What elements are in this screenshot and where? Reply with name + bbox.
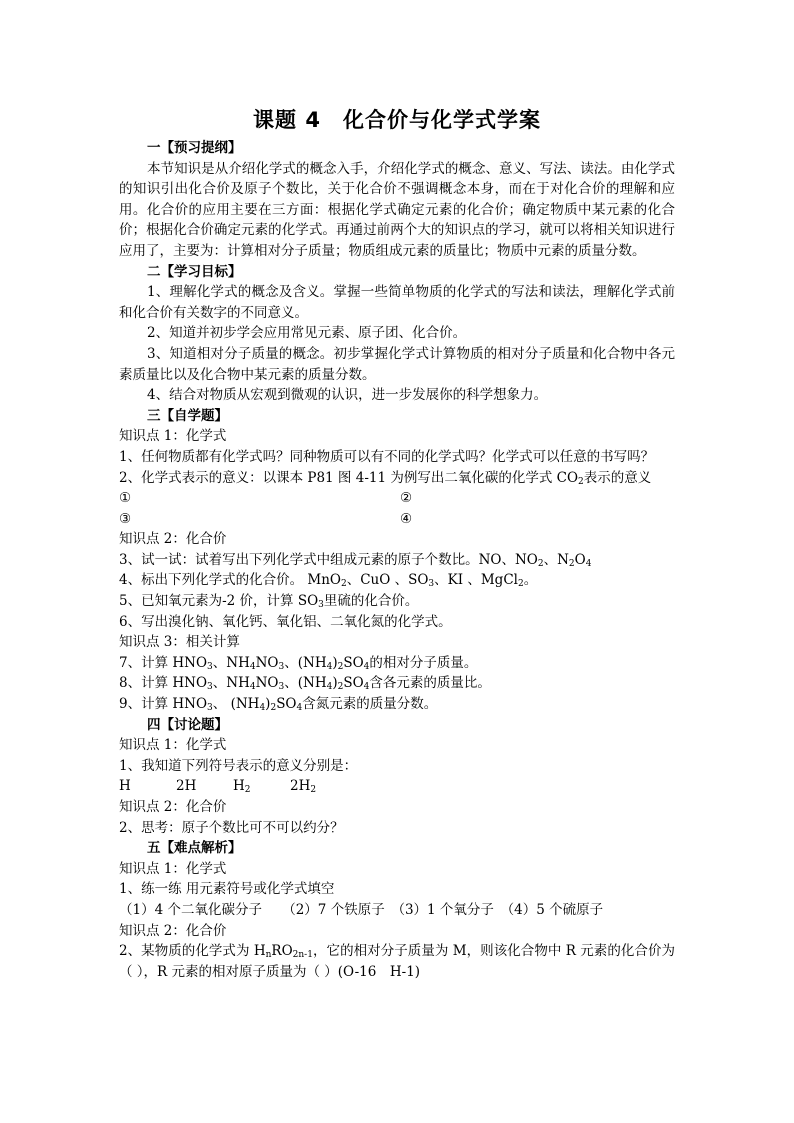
preview-paragraph: 本节知识是从介绍化学式的概念入手，介绍化学式的概念、意义、写法、读法。由化学式的知识引出化合价及原子个数比，关于化合价不强调概念本身，而在于对化合价的理解和应用。化合价的应用主要在三方面：根据化学式确定元素的化合价；确定物质中某元素的化合价；根据化合价确定元素的化学式。再通过前两个大的知识点的学习，就可以将相关知识进行应用了，主要为：计算相对分子质量；物质组成元素的质量比；物质中元素的质量分数。: [119, 160, 675, 259]
question: 8、计算 $HNO_3$、$NH_4NO_3$、$(NH_4)_2SO_4$含各元素的质量比。: [119, 675, 491, 693]
goal-item: 4、结合对物质从宏观到微观的认识，进一步发展你的科学想象力。: [147, 387, 548, 404]
question: 2、思考：原子个数比可不可以约分？: [119, 819, 344, 836]
knowledge-point: 知识点 2：化合价: [119, 531, 227, 548]
question: 9、计算 $HNO_3$、 $(NH_4)_2SO_4$含氮元素的质量分数。: [119, 696, 438, 714]
symbol: 2H: [176, 778, 197, 795]
symbol: H: [119, 778, 131, 795]
symbol: $H_2$: [233, 778, 251, 796]
answer-mark: ②: [400, 490, 413, 507]
goal-item: 2、知道并初步学会应用常见元素、原子团、化合价。: [147, 325, 467, 342]
knowledge-point: 知识点 1：化学式: [119, 737, 227, 754]
answer-mark: ①: [119, 490, 132, 507]
symbol: $2H_2$: [290, 778, 317, 796]
answer-mark: ④: [400, 510, 413, 527]
answer-mark: ③: [119, 510, 132, 527]
knowledge-point: 知识点 2：化合价: [119, 922, 227, 939]
question: 1、我知道下列符号表示的意义分别是：: [119, 757, 358, 774]
section-heading-self-study: 三【自学题】: [147, 407, 228, 424]
question: 4、标出下列化学式的化合价。 MnO$_2$、CuO 、$SO_3$、KI 、MgCl$_2$。: [119, 572, 538, 590]
page-title: 课题 4 化合价与化学式学案: [253, 108, 541, 132]
section-heading-discussion: 四【讨论题】: [147, 716, 228, 733]
question: 1、练一练 用元素符号或化学式填空: [119, 881, 335, 898]
section-heading-difficulty: 五【难点解析】: [147, 840, 242, 857]
question: 1、任何物质都有化学式吗？同种物质可以有不同的化学式吗？化学式可以任意的书写吗？: [119, 448, 655, 465]
goal-item: 1、理解化学式的概念及含义。掌握一些简单物质的化学式的写法和读法，理解化学式前和化合价有关数字的不同意义。: [119, 284, 675, 321]
question: 3、试一试：试着写出下列化学式中组成元素的原子个数比。NO、$NO_2$、$N_2O_4$: [119, 551, 592, 569]
answer-marks-row: [119, 509, 675, 530]
knowledge-point: 知识点 2：化合价: [119, 799, 227, 815]
knowledge-point: 知识点 3：相关计算: [119, 634, 240, 651]
knowledge-point: 知识点 1：化学式: [119, 428, 227, 445]
question: 5、已知氧元素为-2 价，计算 $SO_3$里硫的化合价。: [119, 593, 419, 611]
fill-in-items: （1）4 个二氧化碳分子 （2）7 个铁原子 （3）1 个氧分子 （4）5 个硫原子: [119, 901, 604, 918]
answer-marks-row: [119, 488, 675, 509]
question: 2、化学式表示的意义：以课本 P81 图 4-11 为例写出二氧化碳的化学式 $CO_2$表示的意义: [119, 469, 652, 487]
section-heading-preview: 一【预习提纲】: [147, 140, 242, 156]
goal-item: 3、知道相对分子质量的概念。初步掌握化学式计算物质的相对分子质量和化合物中各元素质量比以及化合物中某元素的质量分数。: [119, 345, 675, 383]
section-heading-goals: 二【学习目标】: [147, 263, 242, 280]
document-body: [119, 138, 675, 982]
question: 6、写出溴化钠、氧化钙、氧化铝、二氧化氮的化学式。: [119, 613, 452, 630]
question: 2、某物质的化学式为 $H_nRO_{2n-1}$，它的相对分子质量为 M，则该化合物中 R 元素的化合价为（ ），R 元素的相对原子质量为（ ）(O-16 H-1): [119, 943, 675, 980]
symbol-row: [119, 776, 675, 797]
question: 7、计算 $HNO_3$、$NH_4NO_3$、$(NH_4)_2SO_4$的相对分子质量。: [119, 654, 478, 672]
knowledge-point: 知识点 1：化学式: [119, 860, 227, 877]
